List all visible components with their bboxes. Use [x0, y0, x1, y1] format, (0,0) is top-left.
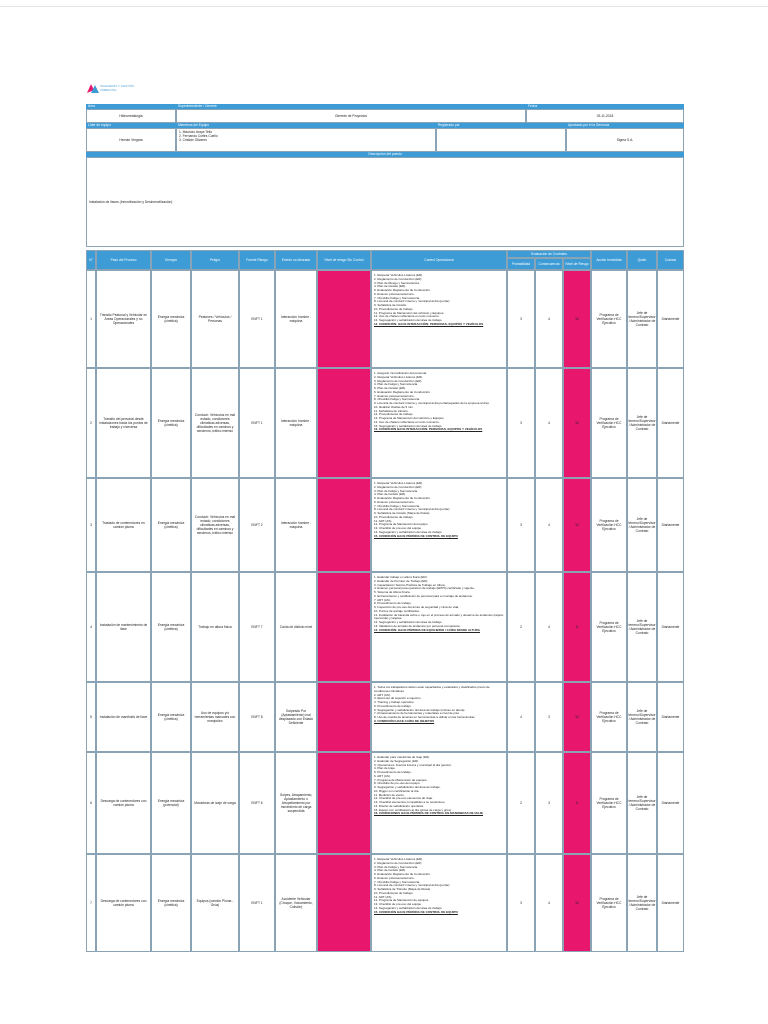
control-measure: 13. Checklist de pre-uso del equipo.	[374, 902, 422, 906]
company-logo	[86, 82, 146, 98]
cell-action: Programa de Verificación HCC Ejecutivo	[591, 854, 627, 952]
cell-energy: Energía mecánica (cinética)	[151, 270, 191, 368]
control-measure: 10. Realizar charlas de 5 min.	[374, 404, 414, 409]
cell-action: Programa de Verificación HCC Ejecutivo	[591, 270, 627, 368]
control-measure: 12. Programa de Mantención del equipo.	[374, 522, 429, 527]
cell-step: Descarga de contenedores con camión pluma	[96, 854, 151, 952]
control-measure: 9. Señalética de tránsito (Mapa de Rutas).	[374, 511, 431, 515]
control-measure: 7. ART (AS).	[374, 597, 391, 602]
control-measure: 7. Examen psicosensotécnico.	[374, 393, 415, 398]
control-measure: 14. Diseño de señalización operativa.	[374, 803, 424, 808]
cell-action: Programa de Verificación HCC Ejecutivo	[591, 572, 627, 682]
label-job-description: Descripción del puesto	[86, 152, 684, 157]
date-value: 03-11-2018	[526, 109, 684, 123]
col-header-action: Acción Inmediata	[591, 250, 627, 270]
control-measure: 6. Segregación y señalización del área de trabajo (incluso en altura).	[374, 707, 466, 712]
label-approved-by: Aprobado por el la Gerencia	[566, 123, 684, 128]
cell-who: Jefe de terreno/Supervisor / Administrador de Contrato	[627, 270, 657, 368]
control-measure: 2. Estándar de Segregación (ER).	[374, 758, 420, 763]
control-measure: 8. Licencia de conducir interna y municipal al día (portar).	[374, 883, 451, 888]
control-measure: 8. Procedimiento de trabajo.	[374, 601, 412, 606]
label-supervisor: Superintendente / Gerente	[176, 104, 526, 109]
supervisor-value: Gerente de Proyectos	[176, 109, 526, 123]
cell-n: 1	[86, 270, 96, 368]
control-measure: 14. Segregación y señalización del área de trabajo.	[374, 905, 443, 910]
table-row	[86, 478, 684, 572]
cell-measures	[371, 854, 507, 952]
control-measure: 11. ART (AS).	[374, 894, 393, 899]
col-header-event: Evento no deseado	[275, 250, 317, 270]
control-measure: 12. Programa de Mantención de equipos.	[374, 898, 430, 903]
control-measure: 5. Sistema de Altura Física.	[374, 590, 411, 594]
cell-energy: Energía mecánica (cinética)	[151, 682, 191, 752]
table-row	[86, 854, 684, 952]
table-row	[86, 572, 684, 682]
control-measure: 6. Examen psicosensotécnico.	[374, 875, 415, 880]
table-row	[86, 368, 684, 478]
control-measure: 8. Checklist Fatiga y Somnolencia.	[374, 397, 421, 402]
col-header-who: Quién	[627, 250, 657, 270]
control-measure: 15. Equipo con certificación al día (grúas de carga y grúa).	[374, 807, 452, 812]
cell-prob: 3	[507, 270, 535, 368]
control-measure: 7. Almacenamiento de herramientas y materiales a nivel de piso.	[374, 711, 460, 716]
cell-step: Tránsito del personal desde instalaciones hacia los puntos de trabajo y viceversa	[96, 368, 151, 478]
control-measure: 1. Asegurar inmovilización del personal.	[374, 371, 427, 375]
team-members-list	[176, 128, 436, 152]
cell-event: Interacción hombre - máquina	[275, 368, 317, 478]
cell-prob: 3	[507, 854, 535, 952]
cell-risk: -	[317, 752, 371, 854]
cell-event: Interacción hombre - máquina	[275, 478, 317, 572]
registered-by-value	[436, 128, 566, 152]
cell-when: Diariamente	[657, 270, 684, 368]
control-measure: 4. Plan de tránsito (ER).	[374, 868, 407, 873]
cell-action: Programa de Verificación HCC Ejecutivo	[591, 752, 627, 854]
cell-when: Diariamente	[657, 478, 684, 572]
control-measure: 10. Procedimiento de trabajo.	[374, 890, 414, 895]
cell-level: 12	[563, 854, 591, 952]
area-value: Hidrometalurgia	[86, 109, 176, 123]
control-measure: 10. Puntos de anclaje certificados.	[374, 608, 420, 613]
control-measure: 7. Checklist Fatiga y Somnolencia.	[374, 879, 421, 884]
cell-cons: 4	[535, 572, 563, 682]
control-measure: 1. Todos los trabajadores deben estar capacitados y evaluados y clasificados previo de condiciones climáticas.	[374, 685, 490, 693]
team-member: 3. Cristián Olivares	[179, 138, 207, 143]
control-measure: 9. Señalética de tránsito.	[374, 303, 408, 307]
cell-when: Diariamente	[657, 572, 684, 682]
cell-risk: -	[317, 478, 371, 572]
cell-action: Programa de Verificación HCC Ejecutivo	[591, 682, 627, 752]
control-measure: 1. Estándar trabajo en altura física (ER).	[374, 575, 428, 579]
cell-measures	[371, 572, 507, 682]
control-measure: 15. CONDICIÓN HACE PÉRDIDA DE CONTROL DE EQUIPO	[374, 909, 458, 914]
control-measure: 2. Reglamento de Conducción (ER).	[374, 276, 423, 281]
control-measure: 2. ART (AS).	[374, 692, 391, 697]
control-measure: 4. Plan de Fatiga y Somnolencia.	[374, 382, 419, 387]
cell-who: Jefe de terreno/Supervisor / Administrador de Contrato	[627, 572, 657, 682]
control-measure: 8. Licencia de conducir interna y municipal al día (portar).	[374, 299, 451, 304]
control-measure: 6. Evaluación Reglamento de Conducción.	[374, 389, 431, 394]
control-measure: 2. Respetar Vehículos Livianos (ER).	[374, 374, 424, 379]
cell-source: ENFT 1	[239, 270, 275, 368]
control-measure: 15. Segregación y señalización del área de trabajo.	[374, 423, 443, 428]
cell-cons: 3	[535, 752, 563, 854]
col-header-step: Paso del Proceso	[96, 250, 151, 270]
table-row	[86, 270, 684, 368]
cell-source: ENFT 2	[239, 478, 275, 572]
control-measure: 12. Checklist de pre-uso elementos de izaje.	[374, 796, 434, 801]
control-measure: 8. Licencia de conducir interna y municipal al día (portar).	[374, 507, 451, 512]
control-measure: 1. Respetar Vehículos Livianos (ER).	[374, 857, 424, 861]
control-measure: 9. Segregación y señalización del área de trabajo.	[374, 785, 441, 789]
control-measure: 14. CONDICIÓN: HACE PÉRDIDA DE EQUILIBRIO / CAÍDA DESDE ALTURA	[374, 627, 480, 632]
cell-cons: 4	[535, 854, 563, 952]
control-measure: 11. Instalación de baranda sobre o rojo en el proceso de armado y desarme de andamios (tarjeta: rojo/verde) y tarjetas.	[374, 612, 504, 621]
team-member: 1. Mauricio Araya Tello	[179, 130, 213, 134]
cell-cons: 3	[535, 682, 563, 752]
control-measure: 2. Reglamento de Conducción (ER).	[374, 484, 423, 489]
control-measure: 2. Estándar de Permiso de Trabajo (ER).	[374, 578, 429, 583]
cell-energy: Energía mecánica (cinética)	[151, 368, 191, 478]
cell-hazard: Uso de equipos y/o herramientas manuales con manipuleo	[191, 682, 239, 752]
cell-risk: -	[317, 270, 371, 368]
control-measure: 1. Respetar Vehículos Livianos (ER).	[374, 273, 424, 277]
cell-risk: -	[317, 854, 371, 952]
cell-measures	[371, 270, 507, 368]
control-measure: 8. Checklist de pre-uso del equipo.	[374, 781, 421, 786]
control-measure: 6. Examen psicosensotécnico.	[374, 499, 415, 504]
control-measure: 9. CONDICIÓN HACE CAÍDA DE OBJETOS	[374, 718, 435, 723]
control-measure: 15. CONDICIÓN HACE PÉRDIDA DE CONTROL DE EQUIPO	[374, 533, 458, 538]
control-measure: 14. Segregación y señalización del área de trabajo.	[374, 529, 443, 534]
cell-cons: 4	[535, 478, 563, 572]
cell-energy: Energía mecánica (cinética)	[151, 854, 191, 952]
cell-risk: -	[317, 368, 371, 478]
cell-hazard: Trabajo en altura física	[191, 572, 239, 682]
cell-n: 3	[86, 478, 96, 572]
cell-step: Tránsito Peatonal y Vehicular en Áreas Operacionales y no Operacionales	[96, 270, 151, 368]
control-measure: 4. Training y trabajo operativo.	[374, 700, 415, 704]
cell-measures	[371, 682, 507, 752]
cell-source: ENFT 1	[239, 854, 275, 952]
cell-energy: Energía mecánica (cinética)	[151, 572, 191, 682]
cell-event: Golpes, Atrapamiento, Aplastamiento o Atropellamiento por movimiento de carga suspendida	[275, 752, 317, 854]
table-row	[86, 682, 684, 752]
logo-line-2: AMBIENTAL	[100, 87, 117, 92]
cell-who: Jefe de terreno/Supervisor / Administrador de Contrato	[627, 368, 657, 478]
cell-hazard: Peatones / Vehículos / Personas	[191, 270, 239, 368]
cell-energy: Energía mecánica (cinética)	[151, 478, 191, 572]
cell-prob: 4	[507, 682, 535, 752]
cell-event: Accidente Vehicular (Choque, Volcamiento, Colisión)	[275, 854, 317, 952]
table-header	[86, 250, 684, 270]
cell-source: ENFT 7	[239, 572, 275, 682]
control-measure: 9. Inspección de pre-uso del arnés de seguridad y cinta de vida.	[374, 605, 460, 609]
cell-when: Diariamente	[657, 368, 684, 478]
team-member: 2. Fernando Cortés Cuello	[179, 134, 218, 139]
logo-mark-icon	[86, 82, 100, 94]
control-measure: 7. Programa de Mantención de equipos.	[374, 777, 428, 782]
cell-hazard: Conducir: Vehículos en mal estado, condiciones climáticas adversas, dificultades en caminos y senderos, tráfico intenso	[191, 478, 239, 572]
control-measure: 9. Licencia de conducir interna y municipal al día portar(aquellos de la empresa al día).	[374, 401, 490, 405]
label-area: Área	[86, 104, 176, 109]
cell-level: 12	[563, 368, 591, 478]
cell-who: Jefe de terreno/Supervisor / Administrador de Contrato	[627, 478, 657, 572]
cell-who: Jefe de terreno/Supervisor / Administrador de Contrato	[627, 752, 657, 854]
cell-level: 8	[563, 572, 591, 682]
cell-measures	[371, 478, 507, 572]
cell-level: 12	[563, 682, 591, 752]
col-header-hazard: Peligro	[191, 250, 239, 270]
cell-action: Programa de Verificación HCC Ejecutivo	[591, 368, 627, 478]
top-divider	[0, 6, 768, 7]
cell-when: Diariamente	[657, 752, 684, 854]
cell-event: Interacción hombre - máquina	[275, 270, 317, 368]
control-measure: 12. Uso de chaleco reflectante en todo momento.	[374, 314, 440, 319]
col-header-control: Control Operacional	[371, 250, 507, 270]
control-measure: 6. Examen psicosensotécnico.	[374, 291, 415, 296]
control-measure: 5. Procedimiento de trabajo.	[374, 770, 412, 774]
cell-prob: 2	[507, 572, 535, 682]
control-measure: 13. Checklist elementos compatibles a su sesión/uso.	[374, 800, 446, 804]
control-measure: 3. Elemento de sujeción a sujeción.	[374, 696, 422, 701]
cell-prob: 2	[507, 752, 535, 854]
cell-n: 2	[86, 368, 96, 478]
cell-source: ENFT 6	[239, 752, 275, 854]
cell-source: ENFT 1	[239, 368, 275, 478]
control-measure: 1. Respetar Vehículos Livianos (ER).	[374, 481, 424, 485]
label-team-leader: Líder de equipo	[86, 123, 176, 128]
control-measure: 16. CONDICIONES HACE PÉRDIDA DE CONTROL EN MANIOBRAS DE IZAJE	[374, 811, 484, 816]
cell-source: ENFT 8	[239, 682, 275, 752]
cell-energy: Energía mecánica (potencial)	[151, 752, 191, 854]
label-team-members: Miembros del Equipo	[176, 123, 436, 128]
cell-hazard: Conducir: Vehículos en mal estado, condiciones climáticas adversas, dificultades en caminos y senderos, tráfico intenso	[191, 368, 239, 478]
cell-when: Diariamente	[657, 682, 684, 752]
control-measure: 6. ART (AS).	[374, 773, 391, 778]
cell-cons: 4	[535, 270, 563, 368]
cell-level: 12	[563, 478, 591, 572]
col-header-n: N°	[86, 250, 96, 270]
cell-risk: -	[317, 682, 371, 752]
control-measure: 3. Operaciones: licencia interna y municipal al día (portar).	[374, 762, 452, 767]
control-measure: 11. Programa de Mantención del vehículo y Equipos.	[374, 310, 445, 315]
cell-n: 5	[86, 682, 96, 752]
cell-who: Jefe de terreno/Supervisor / Administrador de Contrato	[627, 854, 657, 952]
col-header-cons: Consecuencia	[535, 258, 563, 270]
team-leader-value: Hernán Vergara	[86, 128, 176, 152]
cell-action: Programa de Verificación HCC Ejecutivo	[591, 478, 627, 572]
control-measure: 3. Plan de Fatiga y Somnolencia.	[374, 864, 419, 869]
approved-by-value: Sigma S.A.	[566, 128, 684, 152]
cell-risk: -	[317, 572, 371, 682]
col-header-prob: Probabilidad	[507, 258, 535, 270]
control-measure: 13. Checklist de pre-uso del equipo.	[374, 526, 422, 530]
control-measure: 3. Reglamento de Conducción (ER).	[374, 378, 423, 383]
eval-header: Evaluación de Controles	[507, 250, 591, 258]
cell-step: Instalación de manifolds de llave	[96, 682, 151, 752]
control-measure: 4. Examen personal para operación de trabajo (EPPS) certificado y vigente.	[374, 586, 475, 591]
control-measure: 5. Evaluación Reglamento de Conducción.	[374, 496, 431, 500]
control-measure: 5. Plan de tránsito (ER).	[374, 386, 407, 390]
control-measure: 3. Plan de Fatiga y Somnolencia.	[374, 488, 419, 493]
cell-prob: 3	[507, 478, 535, 572]
cell-step: Instalación de mantenimiento de llave	[96, 572, 151, 682]
col-header-risk: Nivel de riesgo Sin Control	[317, 250, 371, 270]
control-measure: 5. Evaluación Reglamento de Conducción.	[374, 872, 431, 876]
cell-n: 7	[86, 854, 96, 952]
control-measure: 11. ART (AS).	[374, 518, 393, 523]
col-header-when: Cuándo	[657, 250, 684, 270]
control-measure: 13. Segregación y señalización del área de trabajo.	[374, 318, 443, 322]
control-measure: 2. Reglamento de Conducción (ER).	[374, 860, 423, 865]
label-date: Fecha	[526, 104, 684, 109]
job-description-value: Instalación de llaves (Inmovilización y Desinmovilización)	[86, 157, 684, 247]
cell-n: 6	[86, 752, 96, 854]
control-measure: 16. CONDICIÓN HACE INTERACCIÓN: PERSONAS, EQUIPOS Y VEHÍCULOS	[374, 427, 483, 432]
cell-measures	[371, 368, 507, 478]
cell-step: Descarga de contenedores con camión pluma	[96, 752, 151, 854]
control-measure: 4. Plan de Izaje.	[374, 766, 396, 771]
control-measure: 4. Plan de tránsito (ER).	[374, 492, 407, 497]
cell-event: Golpeado Por (Aplastamiento) mal desplazado con Estado Deficiente	[275, 682, 317, 752]
cell-hazard: Maniobras de izaje de carga	[191, 752, 239, 854]
logo-text	[100, 85, 134, 92]
control-measure: 11. Señalética de tránsito.	[374, 408, 409, 413]
control-measure: 11. Medición de viento.	[374, 792, 405, 797]
control-measure: 12. Procedimiento de trabajo.	[374, 412, 414, 417]
control-measure: 4. Plan de tránsito (ER).	[374, 284, 407, 289]
control-measure: 3. Capacitación Teórico-Práctica de Trabajo en Altura.	[374, 582, 446, 587]
control-measure: 5. Procedimiento de trabajo.	[374, 703, 412, 708]
control-measure: 5. Evaluación Reglamento de Conducción.	[374, 288, 431, 292]
cell-n: 4	[86, 572, 96, 682]
cell-cons: 4	[535, 368, 563, 478]
control-measure: 9. Señalética de Tránsito (Mapa de Rutas).	[374, 887, 432, 891]
control-measure: 10. Rigger con certificación al día.	[374, 788, 420, 793]
cell-when: Diariamente	[657, 854, 684, 952]
control-measure: 10. Procedimiento de trabajo.	[374, 306, 414, 311]
control-measure: 7. Checklist Fatiga y Somnolencia.	[374, 503, 421, 508]
cell-event: Caída de distinto nivel	[275, 572, 317, 682]
cell-hazard: Equipos (camión Pluma - Grúa)	[191, 854, 239, 952]
col-header-source: Fuente Riesgo	[239, 250, 275, 270]
table-row	[86, 752, 684, 854]
control-measure: 8. Uso de cuerda de amarras en herramientas a utilizar en las herramientas.	[374, 715, 476, 719]
control-measure: 3. Plan de Riesgo y Seminolencia.	[374, 280, 420, 285]
col-header-energy: Energía	[151, 250, 191, 270]
col-header-level: Nivel de Riesgo	[563, 258, 591, 270]
logo-line-1: INGENIERÍA Y GESTIÓN	[100, 84, 135, 88]
control-measure: 13. Programa de Mantención del vehículo y Equipos.	[374, 416, 445, 420]
cell-step: Traslado de contenedores en camión pluma	[96, 478, 151, 572]
control-measure: 6. Entrenamiento y certificación de personal para el montaje de andamios.	[374, 593, 473, 598]
control-measure: 14. CONDICIÓN: HACE INTERACCIÓN: PERSONAS, EQUIPOS Y VEHÍCULOS	[374, 321, 484, 326]
cell-prob: 3	[507, 368, 535, 478]
cell-level: 12	[563, 270, 591, 368]
control-measure: 13. Validación de armado de andamios por personal competente.	[374, 623, 461, 628]
cell-measures	[371, 752, 507, 854]
label-registered-by: Registrado por	[436, 123, 566, 128]
control-measure: 14. Uso de chaleco reflectante en todo momento.	[374, 419, 440, 424]
control-measure: 7. Checklist Fatiga y Somnolencia.	[374, 295, 421, 300]
cell-level: 6	[563, 752, 591, 854]
cell-who: Jefe de terreno/Supervisor / Administrador de Contrato	[627, 682, 657, 752]
control-measure: 1. Estándar para maniobras de izaje (ER).	[374, 755, 431, 759]
control-measure: 10. Procedimiento de trabajo.	[374, 514, 414, 519]
control-measure: 12. Segregación y señalización del área de trabajo.	[374, 620, 443, 624]
